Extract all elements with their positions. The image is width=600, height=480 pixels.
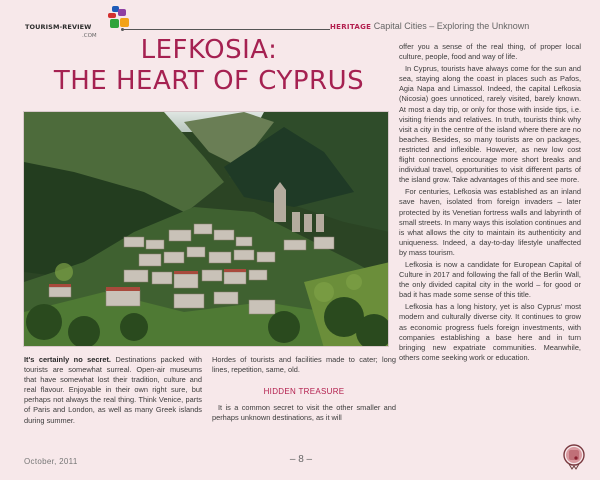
award-seal-icon (563, 444, 585, 470)
article-title (20, 35, 398, 97)
article-column-middle (212, 355, 396, 425)
section-header (330, 21, 529, 31)
article-column-right (399, 42, 581, 365)
issue-date: October, 2011 (24, 457, 78, 466)
header-divider (124, 29, 330, 30)
paragraph: offer you a sense of the real thing, of proper local culture, people, food and way of life. (399, 42, 581, 62)
paragraph-text: Destinations packed with tourists are somewhat surreal. Open-air museums that have somewhat lost their tradition, culture and real flavour. Enjoyable in their own right sure, but perhaps not always the real thing. Think Venice, parts of Paris and London, as well as many Greek islands during summer. (24, 355, 202, 425)
title-line-1: LEFKOSIA: (140, 35, 278, 65)
landscape-illustration (24, 112, 389, 347)
article-column-left (24, 355, 202, 428)
paragraph: In Cyprus, tourists have always come for the sun and sea, staying along the coast in places such as Pafos, Agia Napa and Limassol. Indeed, the capital Lefkosia (Nicosia) goes unnoticed, rarely visited, barely known. At most a day trip, or only for those with inside tips, i.e. visiting friends and relatives. In truth, tourists think why visit a city in the centre of the island where there are no beaches. Besides, so many tourists are on packages, restricted and inflexible. However, as new low cost flight connections encourage more short breaks and individual travel, opportunities to visit different parts of the island grow. Take advantages of this and see more. (399, 64, 581, 185)
paragraph: Lefkosia is now a candidate for European Capital of Culture in 2017 and following the fall of the Berlin Wall, the only divided capital city in the world – for good or bad it has made some sense of this title. (399, 259, 581, 300)
logo-text: TOURISM-REVIEW (25, 23, 92, 31)
logo-squares-icon (100, 4, 132, 32)
section-title: Capital Cities – Exploring the Unknown (373, 21, 530, 31)
page-number: – 8 – (289, 454, 313, 465)
paragraph (24, 355, 202, 426)
subheading-hidden-treasure: HIDDEN TREASURE (263, 387, 345, 397)
section-tag: HERITAGE (330, 23, 372, 31)
village-photo (23, 111, 389, 347)
tourism-review-logo[interactable] (22, 8, 132, 38)
title-line-2: THE HEART OF CYPRUS (53, 66, 365, 96)
paragraph: For centuries, Lefkosia was established as an inland save haven, isolated from foreign invaders – later protected by its Venetian fortress walls and labyrinth of small streets. In many ways this isolation continues and is what allows the city to maintain its authenticity and uniqueness. Indeed, a day-to-day lifestyle unaffected by mass tourism. (399, 187, 581, 257)
paragraph: Hordes of tourists and facilities made to cater; long lines, repetition, same, old. (212, 355, 396, 375)
paragraph: It is a common secret to visit the other smaller and perhaps unknown destinations, as it will (212, 403, 396, 423)
logo-suffix: .COM (82, 33, 97, 39)
lead-in: It's certainly no secret. (24, 355, 111, 364)
paragraph: Lefkosia has a long history, yet is also Cyprus' most modern and culturally diverse city. It continues to grow as economic progress fuels foreign investments, with companies establishing a base here and in turn bringing new expatriate communities. Meanwhile, others come seeking work or education. (399, 302, 581, 362)
